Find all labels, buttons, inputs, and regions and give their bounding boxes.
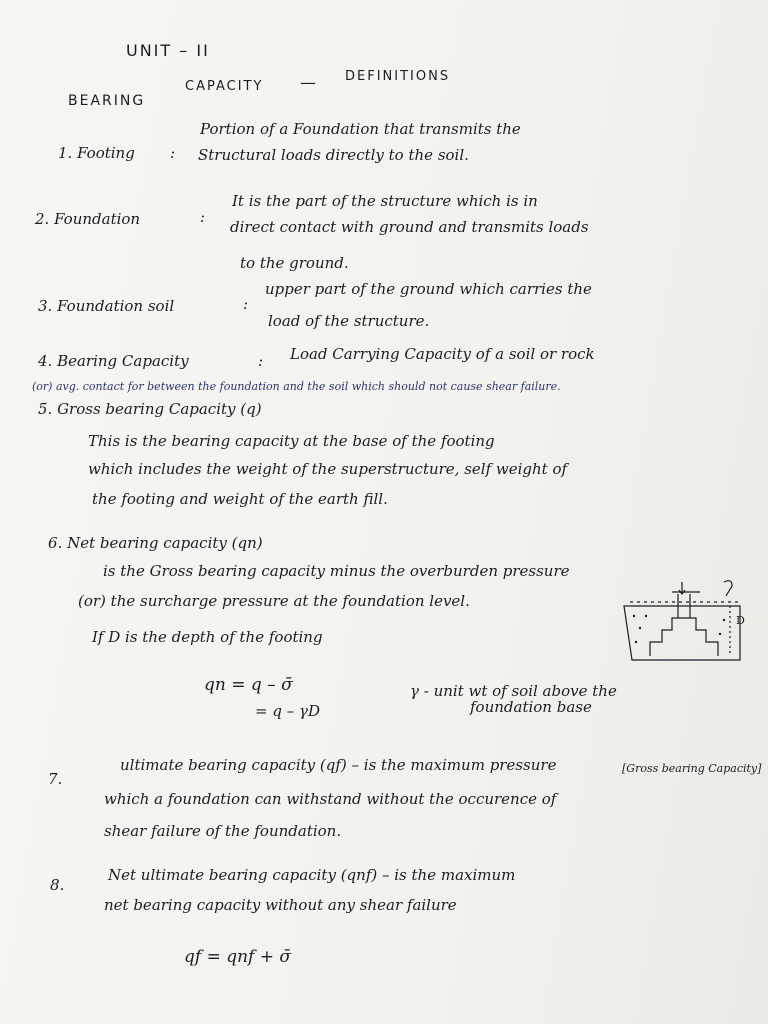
stepped-footing bbox=[650, 618, 718, 656]
load-arrow-2 bbox=[724, 581, 732, 596]
def-3-term: 3. Foundation soil bbox=[38, 297, 175, 315]
def-1-line-2: Structural loads directly to the soil. bbox=[198, 146, 469, 164]
gamma-note-1: γ - unit wt of soil above the bbox=[410, 682, 617, 700]
def-5-line-3: the footing and weight of the earth fill. bbox=[92, 490, 388, 508]
def-1-colon: : bbox=[170, 144, 176, 162]
def-6-term: 6. Net bearing capacity (qn) bbox=[48, 534, 263, 552]
def-2-term: 2. Foundation bbox=[35, 210, 141, 228]
def-4-term: 4. Bearing Capacity bbox=[38, 352, 189, 370]
def-2-colon: : bbox=[200, 208, 206, 226]
def-5-line-2: which includes the weight of the superstructure, self weight of bbox=[88, 460, 568, 478]
def-8-line-1: Net ultimate bearing capacity (qnf) – is the maximum bbox=[108, 866, 516, 884]
def-7-line-2: which a foundation can withstand without the occurence of bbox=[104, 790, 557, 808]
footing-diagram bbox=[620, 576, 750, 676]
def-8-number: 8. bbox=[50, 876, 65, 894]
def-5-line-1: This is the bearing capacity at the base of the footing bbox=[88, 432, 495, 450]
def-3-line-2: load of the structure. bbox=[268, 312, 430, 330]
unit-heading: UNIT – II bbox=[126, 41, 210, 60]
def-6-line-2: (or) the surcharge pressure at the foundation level. bbox=[78, 592, 470, 610]
depth-label: D bbox=[736, 614, 745, 627]
def-2-line-3: to the ground. bbox=[240, 254, 349, 272]
heading-definitions: DEFINITIONS bbox=[345, 69, 451, 84]
def-7-note: [Gross bearing Capacity] bbox=[622, 762, 762, 775]
def-4-note: (or) avg. contact for between the foundation and the soil which should not cause shear failure. bbox=[32, 380, 561, 393]
def-7-line-1: ultimate bearing capacity (qf) – is the maximum pressure bbox=[120, 756, 557, 774]
load-arrow bbox=[679, 582, 685, 594]
def-2-line-1: It is the part of the structure which is in bbox=[232, 192, 538, 210]
heading-dash: — bbox=[300, 73, 318, 92]
def-6-line-1: is the Gross bearing capacity minus the overburden pressure bbox=[103, 562, 570, 580]
def-1-line-1: Portion of a Foundation that transmits the bbox=[200, 120, 521, 138]
heading-capacity: CAPACITY bbox=[185, 79, 264, 94]
def-3-line-1: upper part of the ground which carries the bbox=[265, 280, 592, 298]
def-1-term: 1. Footing bbox=[58, 144, 135, 162]
def-3-colon: : bbox=[243, 295, 249, 313]
def-4-line-1: Load Carrying Capacity of a soil or rock bbox=[290, 345, 595, 363]
soil-box bbox=[624, 606, 740, 660]
def-8-line-2: net bearing capacity without any shear failure bbox=[104, 896, 457, 914]
heading-bearing: BEARING bbox=[68, 93, 146, 109]
def-6-line-3: If D is the depth of the footing bbox=[92, 628, 323, 646]
def-7-line-3: shear failure of the foundation. bbox=[104, 822, 342, 840]
def-7-number: 7. bbox=[48, 770, 63, 788]
def-5-term: 5. Gross bearing Capacity (q) bbox=[38, 400, 262, 418]
def-4-colon: : bbox=[258, 352, 264, 370]
formula-net-1: qn = q – σ̄ bbox=[204, 675, 293, 695]
formula-ultimate: qf = qnf + σ̄ bbox=[184, 947, 292, 967]
gamma-note-2: foundation base bbox=[470, 698, 592, 716]
formula-net-2: = q – γD bbox=[255, 702, 320, 720]
def-2-line-2: direct contact with ground and transmits loads bbox=[230, 218, 589, 236]
